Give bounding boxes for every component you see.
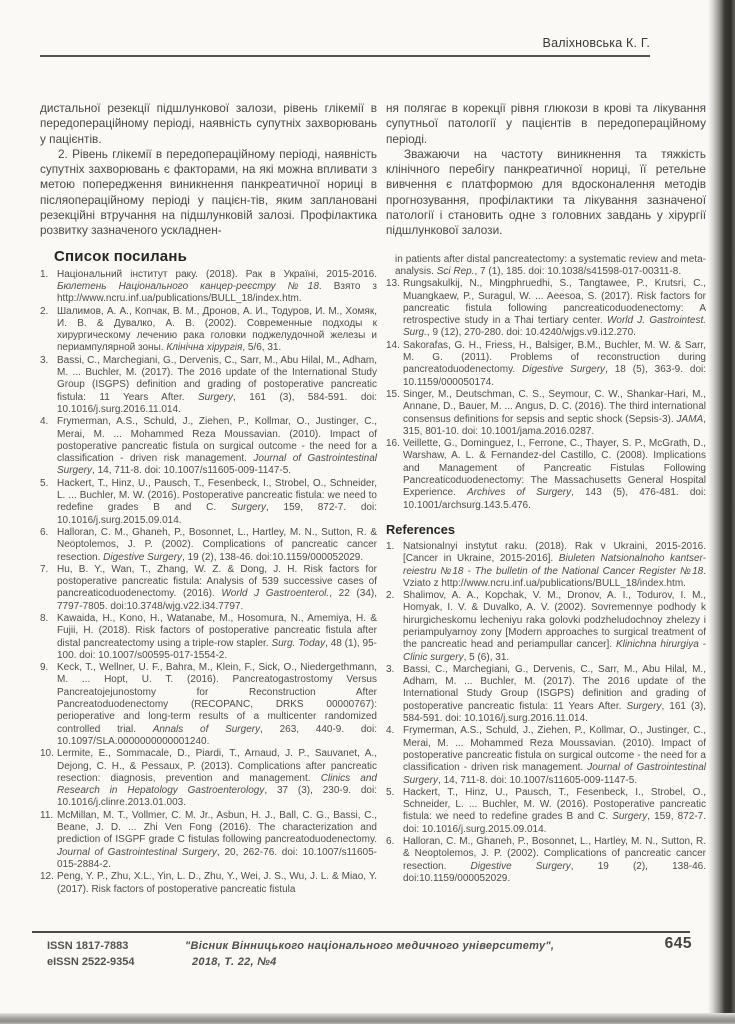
reference-item	[386, 725, 706, 786]
reference-text-run: Singer, M., Deutschman, C. S., Seymour, C. W., Shankar-Hari, M., Annane, D., Bauer, M. ... Angus, D. C. (2016). The third international consensus definitions for sepsis and septic shock (Sepsis-3).	[403, 388, 706, 425]
reference-body	[403, 389, 706, 438]
journal-name: Journal of Gastrointestinal Surgery	[57, 846, 217, 858]
reference-text-run: , 37 (3), 230-9. doi: 10.1016/j.clinre.2013.01.003.	[57, 785, 377, 809]
reference-text-run: , 143 (5), 476-481. doi: 10.1001/archsurg.143.5.476.	[403, 487, 706, 511]
reference-body	[57, 564, 377, 613]
reference-body	[57, 810, 377, 871]
journal-name: Digestive Surgery	[522, 364, 606, 376]
journal-name: Journal of Gastrointestinal Surgery	[57, 453, 377, 477]
reference-text-run: Hu, B. Y., Wan, T., Zhang, W. Z. & Dong, J. H. Risk factors for postoperative pancreatic fistula: Analysis of 539 successive cases of pancreaticoduodenectomy. (2016).	[57, 563, 377, 600]
reference-number: 15.	[386, 388, 400, 400]
journal-name: Biuleten Natsionalnoho kantser-reiestru №18 - The bulletin of the National Cancer Register №18	[403, 553, 706, 577]
journal-name: Annals of Surgery	[152, 723, 261, 735]
journal-name: World J Gastroenterol.	[221, 588, 330, 600]
reference-item	[40, 306, 377, 355]
reference-text-run: . Vziato z http://www.ncru.inf.ua/publications/BULL_18/index.htm.	[403, 565, 706, 589]
right-column	[386, 101, 706, 896]
reference-item	[40, 810, 377, 871]
reference-item	[386, 438, 706, 512]
reference-text-run: , 161 (3), 584-591. doi: 10.1016/j.surg.2016.11.014.	[57, 391, 377, 415]
reference-text-run: , 14, 711-8. doi: 10.1007/s11605-009-1147-5.	[438, 774, 638, 786]
reference-number: 2.	[386, 590, 395, 602]
reference-text-run: , 7 (1), 185. doi: 10.1038/s41598-017-00311-8.	[474, 265, 682, 277]
reference-item	[386, 787, 706, 836]
journal-name: Surg. Today	[271, 637, 326, 649]
issn: ISSN 1817-7883	[47, 940, 129, 952]
reference-number: 10.	[40, 748, 54, 760]
reference-item	[40, 269, 377, 306]
reference-12-continuation	[386, 254, 706, 279]
journal-volume: 2018, Т. 22, №4	[192, 956, 277, 968]
reference-number: 2.	[40, 305, 49, 317]
reference-text-run: , 9 (12), 270-280. doi: 10.4240/wjgs.v9.i12.270.	[426, 327, 636, 339]
reference-body	[403, 836, 706, 885]
running-head-author: Валіхновська К. Г.	[542, 36, 650, 50]
scan-edge-right	[708, 0, 735, 1024]
references-heading-en: References	[386, 521, 456, 537]
reference-body	[57, 478, 377, 527]
reference-item	[40, 871, 377, 896]
journal-name: Digestive Surgery	[103, 551, 183, 563]
reference-number: 3.	[40, 354, 49, 366]
reference-body	[57, 416, 377, 477]
reference-text-run: Halloran, C. M., Ghaneh, P., Bosonnet, L., Hartley, M. N., Sutton, R. & Neoptolemos, J. P. (2002). Complications of pancreatic cancer resection.	[57, 526, 377, 563]
reference-text-run: , 19 (2), 138-46. doi:10.1159/000052029.	[403, 860, 707, 884]
reference-text-run: Шалимов, А. А., Копчак, В. М., Дронов, А. И., Тодуров, И. М., Хомяк, И. В. & Дувалко, А. В. (2002). Современные подходы к хирургическому лечению рака головки поджелудочной железы и периампулярной зоны.	[57, 305, 377, 354]
reference-item	[386, 590, 706, 664]
reference-text-run: Shalimov, A. A., Kopchak, V. M., Dronov, A. I., Todurov, I. M., Homyak, I. V. & Duvalko, A. V. (2002). Sovremennye podhody k hirurgicheskomu lecheniyu raka golovki podzheludochnoy zhelezy i periampulyarnoy zony [Modern approaches to surgical treatment of the pancreatic head and periampullar cancer].	[403, 590, 706, 651]
scan-edge-bottom	[0, 1013, 735, 1024]
footer-journal-block	[185, 938, 585, 970]
reference-number: 11.	[40, 809, 54, 821]
reference-number: 1.	[386, 540, 395, 552]
reference-text-run: Peng, Y. P., Zhu, X.L., Yin, L. D., Zhu, Y., Wei, J. S., Wu, J. L. & Miao, Y. (2017). Risk factors of postoperative pancreatic fistula	[57, 871, 377, 895]
reference-text-run: , 263, 440-9. doi: 10.1097/SLA.0000000000001240.	[57, 723, 377, 747]
reference-number: 6.	[40, 526, 49, 538]
reference-text-run: , 159, 872-7. doi: 10.1016/j.surg.2015.09.014.	[403, 811, 707, 835]
references-list-en	[386, 541, 706, 885]
header-rule	[40, 55, 650, 57]
journal-name: JAMA	[676, 413, 704, 425]
page-header	[40, 36, 650, 57]
reference-text-run: in patients after distal pancreatectomy: a systematic review and meta-analysis.	[395, 253, 706, 277]
reference-number: 1.	[40, 268, 49, 280]
reference-body	[403, 340, 706, 389]
reference-text-run: Національний інститут раку. (2018). Рак в Україні, 2015-2016.	[57, 268, 377, 280]
reference-item	[40, 662, 377, 748]
reference-body	[403, 438, 706, 512]
left-body-paragraphs	[40, 101, 377, 239]
reference-body	[403, 541, 706, 590]
reference-body	[403, 787, 706, 836]
reference-item	[386, 664, 706, 725]
reference-text-run: Hackert, T., Hinz, U., Pausch, T., Fesenbeck, I., Strobel, O., Schneider, L. ... Buchler, M. W. (2016). Postoperative pancreatic fistula: we need to redefine grades B and C.	[403, 786, 706, 823]
two-column-layout	[40, 101, 706, 896]
reference-text-run: , 315, 801-10. doi: 10.1001/jama.2016.0287.	[403, 413, 706, 437]
footer-issn-block	[47, 938, 134, 970]
reference-item	[386, 278, 706, 339]
journal-name: World J. Gastrointest. Surg.	[403, 315, 707, 339]
reference-body	[57, 269, 377, 306]
reference-text-run: Bassi, C., Marchegiani, G., Dervenis, C., Sarr, M., Abu Hilal, M., Adham, M. ... Buchler, M. (2017). The 2016 update of the International Study Group (ISGPS) definition and grading of postoperative pancreatic fistula: 11 Years After.	[57, 354, 377, 403]
reference-text-run: , 18 (5), 363-9. doi: 10.1159/000050174.	[403, 364, 707, 388]
reference-number: 8.	[40, 612, 49, 624]
footer-rule	[32, 931, 690, 933]
reference-text-run: , 159, 872-7. doi: 10.1016/j.surg.2015.09.014.	[57, 502, 377, 526]
journal-name: Clinics and Research in Hepatology Gastroenterology	[57, 772, 377, 797]
reference-text-run: Halloran, C. M., Ghaneh, P., Bosonnet, L., Hartley, M. N., Sutton, R. & Neoptolemos, J. P. (2002). Complications of pancreatic cancer resection.	[403, 836, 706, 872]
journal-name: Surgery	[230, 502, 266, 514]
body-paragraph: дистальної резекції підшлункової залози, рівень глікемії в передопераційному періоді, наявність супутніх захворювань у пацієнтів.	[40, 101, 377, 146]
reference-text-run: , 161 (3), 584-591. doi: 10.1016/j.surg.2016.11.014.	[403, 700, 706, 725]
reference-body	[403, 278, 706, 339]
reference-number: 5.	[40, 477, 49, 489]
reference-item	[386, 836, 706, 885]
reference-text-run: , 5 (6), 31.	[463, 651, 510, 663]
reference-text-run: Sakorafas, G. H., Friess, H., Balsiger, B.M., Buchler, M. W. & Sarr, M. G. (2011). Problems of reconstruction during pancreatoduodenectomy.	[403, 339, 706, 376]
reference-body	[403, 725, 706, 786]
reference-text-run: McMillan, M. T., Vollmer, C. M. Jr., Asbun, H. J., Ball, C. G., Bassi, C., Beane, J. D. ... Zhi Ven Fong (2016). The characterization and prediction of ISGPF grade C fistulas following pancreatoduodenectomy.	[57, 809, 377, 846]
journal-name: Клінічна хірургія	[166, 342, 243, 354]
reference-text-run: Natsionalnyi instytut raku. (2018). Rak v Ukraini, 2015-2016. [Cancer in Ukraine, 2015-2016].	[403, 540, 706, 565]
reference-text-run: Frymerman, A.S., Schuld, J., Ziehen, P., Kollmar, O., Justinger, C., Merai, M. ... Mohammed Reza Moussavian. (2010). Impact of postoperative pancreatic fistula on surgical outcome - the need for a classification - driven risk management.	[57, 416, 377, 465]
references-list-ua	[40, 269, 377, 896]
reference-body	[57, 527, 377, 564]
reference-body	[57, 306, 377, 355]
right-body-paragraphs	[386, 101, 706, 239]
reference-text-run: , 20, 262-76. doi: 10.1007/s11605-015-2884-2.	[57, 846, 378, 870]
reference-text-run: Keck, T., Wellner, U. F., Bahra, M., Klein, F., Sick, O., Niedergethmann, M. ... Hopt, U. T. (2016). Pancreatogastrostomy Versus Pancreatojejunostomy for Reconstruction After Pancreatoduodenectomy (RECOPANC, DRKS 00000767): perioperative and long-term results of a multicenter randomized controlled trial.	[57, 662, 377, 735]
reference-text-run: Rungsakulkij, N., Mingphruedhi, S., Tangtawee, P., Krutsri, C., Muangkaew, P., Suragul, W. ... Aeesoa, S. (2017). Risk factors for pancreatic fistula following pancreaticoduodenectomy: A retrospective study in a Thai tertiary center.	[403, 278, 706, 327]
body-paragraph: 2. Рівень глікемії в передопераційному періоді, наявність супутніх захворювань є факторами, на які можна впливати з метою попередження виникнення панкреатичної нориці в післяопераційному періоді у пацієн-тів, яким заплановані резекційні втручання на підшлунковій залозі. Профілактика розвитку зазначеного ускладнен-	[40, 146, 377, 238]
reference-number: 4.	[386, 725, 395, 737]
reference-text-run: . Взято з http://www.ncru.inf.ua/publications/BULL_18/index.htm.	[57, 280, 377, 305]
reference-item	[40, 478, 377, 527]
eissn: eISSN 2522-9354	[47, 956, 135, 968]
journal-name: Surgery	[626, 700, 662, 712]
reference-text-run: , 19 (2), 138-46. doi:10.1159/000052029.	[182, 551, 364, 563]
journal-name: Digestive Surgery	[470, 860, 571, 872]
reference-text-run: Lermite, E., Sommacale, D., Piardi, T., Arnaud, J. P., Sauvanet, A., Dejong, C. H., & Pessaux, P. (2013). Complications after pancreatic resection: diagnosis, prevention and management.	[57, 748, 377, 784]
reference-item	[386, 389, 706, 438]
reference-text-run: Bassi, C., Marchegiani, G., Dervenis, C., Sarr, M., Abu Hilal, M., Adham, M. ... Buchler, M. (2017). The 2016 update of the International Study Group (ISGPS) definition and grading of postoperative pancreatic fistula: 11 Years After.	[403, 663, 706, 712]
footer-page-number: 645	[664, 935, 692, 952]
reference-body	[57, 613, 377, 662]
reference-body	[403, 664, 706, 725]
reference-item	[386, 541, 706, 590]
journal-name: Journal of Gastrointestinal Surgery	[403, 762, 706, 786]
journal-name: Archives of Surgery	[467, 487, 572, 499]
reference-text-run: Veillette, G., Dominguez, I., Ferrone, C., Thayer, S. P., McGrath, D., Warshaw, A. L. & Fernandez-del Castillo, C. (2008). Implications and Management of Pancreatic Fistulas Following Pancreaticoduodenectomy: The Massachusetts General Hospital Experience.	[403, 438, 706, 499]
reference-body	[57, 871, 377, 896]
reference-item	[40, 564, 377, 613]
left-column	[40, 101, 377, 896]
reference-text-run: , 22 (34), 7797-7805. doi:10.3748/wjg.v22.i34.7797.	[57, 588, 377, 612]
reference-item	[40, 613, 377, 662]
journal-title: "Вісник Вінницького національного медичного університету",	[185, 940, 555, 952]
reference-number: 4.	[40, 416, 49, 428]
reference-text-run: , 5/6, 31.	[242, 342, 282, 354]
reference-number: 3.	[386, 663, 395, 675]
reference-body	[403, 590, 706, 664]
reference-number: 14.	[386, 339, 400, 351]
reference-body	[57, 748, 377, 809]
reference-text-run: , 14, 711-8. doi: 10.1007/s11605-009-1147-5.	[92, 465, 292, 477]
journal-name: Surgery	[198, 391, 234, 403]
journal-name: Klinichna hirurgiya - Clinic surgery	[403, 639, 706, 663]
reference-item	[386, 340, 706, 389]
reference-number: 7.	[40, 563, 49, 575]
reference-text-run: , 48 (1), 95-100. doi: 10.1007/s00595-017-1554-2.	[57, 637, 377, 661]
reference-number: 13.	[386, 278, 400, 290]
body-paragraph: Зважаючи на частоту виникнення та тяжкість клінічного перебігу панкреатичної нориці, її ретельне вивчення є платформою для вдосконалення методів прогнозування, профілактики та лікування зазначеної патології і становить одне з головних завдань у хірургії підшлункової залози.	[386, 146, 706, 238]
journal-name: Sci Rep.	[436, 265, 475, 277]
reference-number: 9.	[40, 662, 49, 674]
reference-body	[57, 662, 377, 748]
reference-item	[40, 748, 377, 809]
reference-text-run: Frymerman, A.S., Schuld, J., Ziehen, P., Kollmar, O., Justinger, C., Merai, M. ... Mohammed Reza Moussavian. (2010). Impact of postoperative pancreatic fistula on surgical outcome - the need for a classification - driven risk management.	[403, 725, 706, 774]
journal-name: Бюлетень Національного канцер-реєстру №18	[57, 280, 319, 292]
reference-item	[40, 355, 377, 416]
reference-body	[57, 355, 377, 416]
references-list-ua-continued	[386, 278, 706, 512]
reference-number: 6.	[386, 836, 395, 848]
reference-text-run: Kawaida, H., Kono, H., Watanabe, M., Hosomura, N., Amemiya, H. & Fujii, H. (2018). Risk factors of postoperative pancreatic fistula after distal pancreatectomy using a triple-row stapler.	[57, 612, 377, 649]
reference-item	[40, 416, 377, 477]
body-paragraph: ня полягає в корекції рівня глюкози в крові та лікування супутньої патології у пацієнтів в передопераційному періоді.	[386, 101, 706, 146]
reference-number: 16.	[386, 438, 400, 450]
references-heading-ua: Список посилань	[54, 247, 188, 265]
reference-number: 12.	[40, 871, 54, 883]
reference-number: 5.	[386, 786, 395, 798]
reference-item	[40, 527, 377, 564]
journal-name: Surgery	[612, 811, 648, 823]
reference-text-run: Hackert, T., Hinz, U., Pausch, T., Fesenbeck, I., Strobel, O., Schneider, L. ... Buchler, M. W. (2016). Postoperative pancreatic fistula: we need to redefine grades B and C.	[57, 477, 377, 514]
